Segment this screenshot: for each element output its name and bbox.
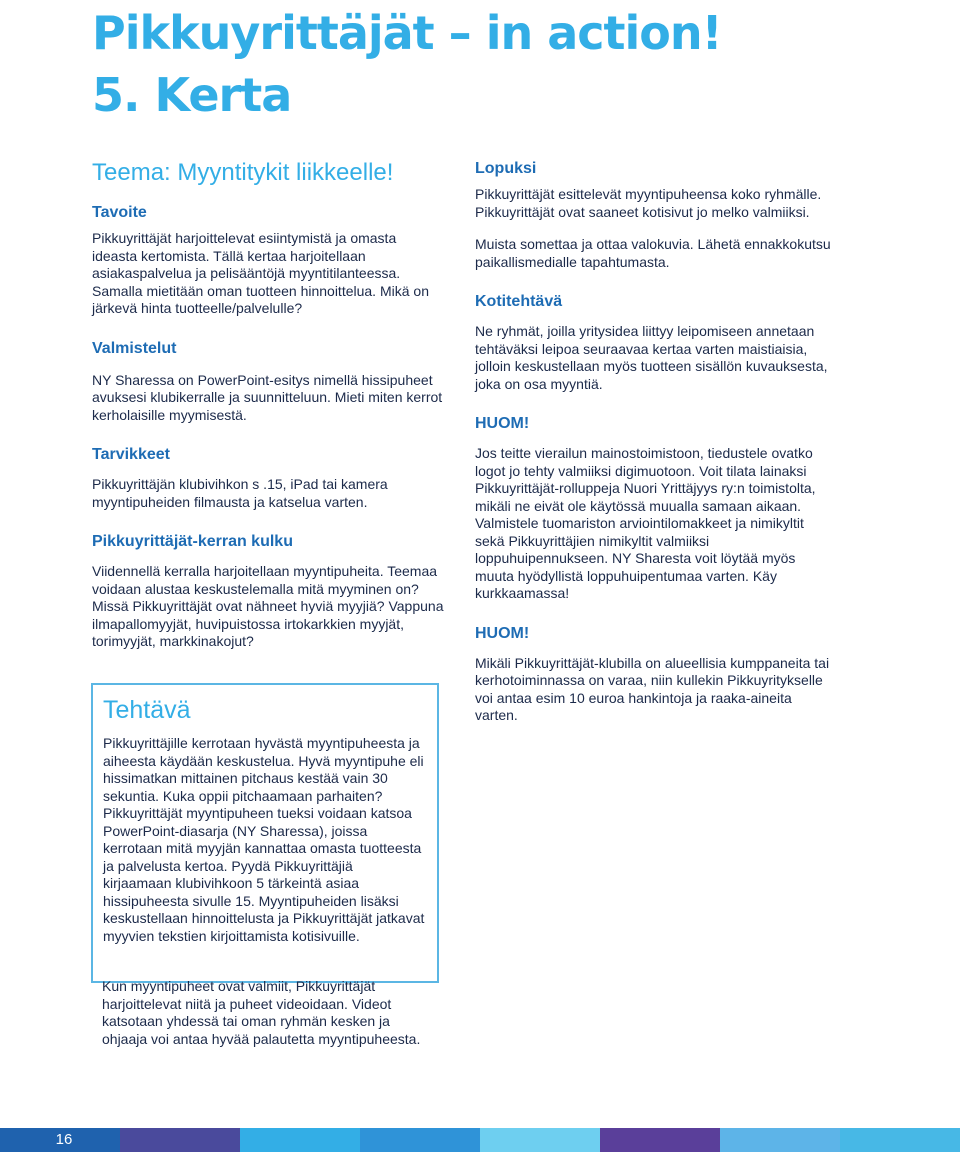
page-number: 16: [55, 1131, 73, 1148]
after-box-text: Kun myyntipuheet ovat valmiit, Pikkuyrittäjät harjoittelevat niitä ja puheet videoidaan. Videot katsotaan yhdessä tai oman ryhmän kesken ja ohjaaja voi antaa hyvää palautetta myyntipuheesta.: [102, 978, 421, 1047]
lopuksi-text-2: Muista somettaa ja ottaa valokuvia. Lähetä ennakkokutsu paikallismedialle tapahtumasta.: [475, 236, 831, 270]
footer-stripe: [840, 1128, 960, 1152]
footer-stripe: [360, 1128, 480, 1152]
lopuksi-text-1: Pikkuyrittäjät esittelevät myyntipuheensa koko ryhmälle. Pikkuyrittäjät ovat saaneet kotisivut jo melko valmiiksi.: [475, 186, 822, 220]
lopuksi-heading: Lopuksi: [475, 160, 537, 177]
footer-stripe: [720, 1128, 840, 1152]
huom-heading-2: HUOM!: [475, 624, 530, 642]
footer-stripe: [120, 1128, 240, 1152]
huom-heading-1: HUOM!: [475, 415, 530, 432]
task-box: [91, 683, 439, 983]
footer-stripe: [600, 1128, 720, 1152]
kulku-heading: Pikkuyrittäjät-kerran kulku: [92, 533, 293, 550]
tarvikkeet-heading: Tarvikkeet: [92, 446, 170, 463]
task-heading: Tehtävä: [103, 696, 191, 724]
valmistelut-text: NY Sharessa on PowerPoint-esitys nimellä hissipuheet avuksesi klubikerralle ja suunnitteluun. Mieti miten kerrot kerholaisille myymisestä.: [92, 371, 443, 423]
footer-color-stripes: [0, 1128, 960, 1152]
tarvikkeet-text: Pikkuyrittäjän klubivihkon s .15, iPad tai kamera myyntipuheiden filmausta ja katselua varten.: [92, 476, 388, 510]
task-text: Pikkuyrittäjille kerrotaan hyvästä myyntipuheesta ja aiheesta käydään keskustelua. Hyvä myyntipuhe eli hissimatkan mittainen pitchaus kestää vain 30 sekuntia. Kuka oppii pitchaamaan parhaiten? Pikkuyrittäjät myyntipuheen tueksi voidaan katsoa PowerPoint-diasarja (NY Sharessa), joissa kerrotaan mitä myyjän kannattaa omasta tuotteesta ja palvelusta kertoa. Pyydä Pikkuyrittäjiä kirjaamaan klubivihkoon 5 tärkeintä asiaa hissipuheesta sivulle 15. Myyntipuheiden lisäksi keskustellaan hinnoittelusta ja Pikkuyrittäjät jatkavat myyvien tekstien kirjoittamista kotisivuille.: [103, 735, 425, 944]
tavoite-text: Pikkuyrittäjät harjoittelevat esiintymistä ja omasta ideasta kertomista. Tällä kertaa harjoitellaan asiakaspalvelua ja pelisääntöjä myyntitilanteessa. Samalla mietitään oman tuotteen hinnoittelua. Mikä on järkevä hinta tuotteelle/palvelulle?: [92, 230, 429, 316]
kotitehtava-heading: Kotitehtävä: [475, 293, 563, 310]
page-title: [92, 2, 722, 126]
title-line-2: 5. Kerta: [92, 68, 292, 122]
theme-heading: Teema: Myyntitykit liikkeelle!: [92, 159, 394, 186]
tavoite-heading: Tavoite: [92, 204, 147, 221]
kotitehtava-text: Ne ryhmät, joilla yritysidea liittyy leipomiseen annetaan tehtäväksi leipoa seuraavaa kertaa varten maistiaisia, jolloin keskustellaan myös tuotteen sisällön kuvauksesta, joka on osa myyntiä.: [475, 323, 828, 392]
footer-stripe: [240, 1128, 360, 1152]
huom-text-1: Jos teitte vierailun mainostoimistoon, tiedustele ovatko logot jo tehty valmiiksi digimuotoon. Voit tilata lainaksi Pikkuyrittäjät-rolluppeja Nuori Yrittäjyys ry:n toimistolta, mikäli ne eivät ole käytössä muualla samaan aikaan. Valmistele tuomariston arviointilomakkeet ja nimikyltit sekä Pikkuyrittäjien nimikyltit valmiiksi loppuhuipennukseen. NY Sharesta voit löytää myös muuta hyödyllistä loppuhuipentumaa varten. Käy kurkkaamassa!: [475, 445, 816, 601]
kulku-text: Viidennellä kerralla harjoitellaan myyntipuheita. Teemaa voidaan alustaa keskustelemalla mitä myyminen on? Missä Pikkuyrittäjät ovat nähneet hyviä myyjiä? Vappuna ilmapallomyyjät, huvipuistossa irtokarkkien myyjät, torimyyjät, markkinakojut?: [92, 563, 444, 649]
footer-stripe: [480, 1128, 600, 1152]
title-line-1: Pikkuyrittäjät – in action!: [92, 6, 722, 60]
valmistelut-heading: Valmistelut: [92, 339, 177, 357]
huom-text-2: Mikäli Pikkuyrittäjät-klubilla on alueellisia kumppaneita tai kerhotoiminnassa on varaa, niin kullekin Pikkuyritykselle voi antaa esim 10 euroa hankintoja ja raaka-aineita varten.: [475, 654, 830, 723]
left-column: [92, 158, 444, 666]
right-column: [475, 158, 835, 740]
